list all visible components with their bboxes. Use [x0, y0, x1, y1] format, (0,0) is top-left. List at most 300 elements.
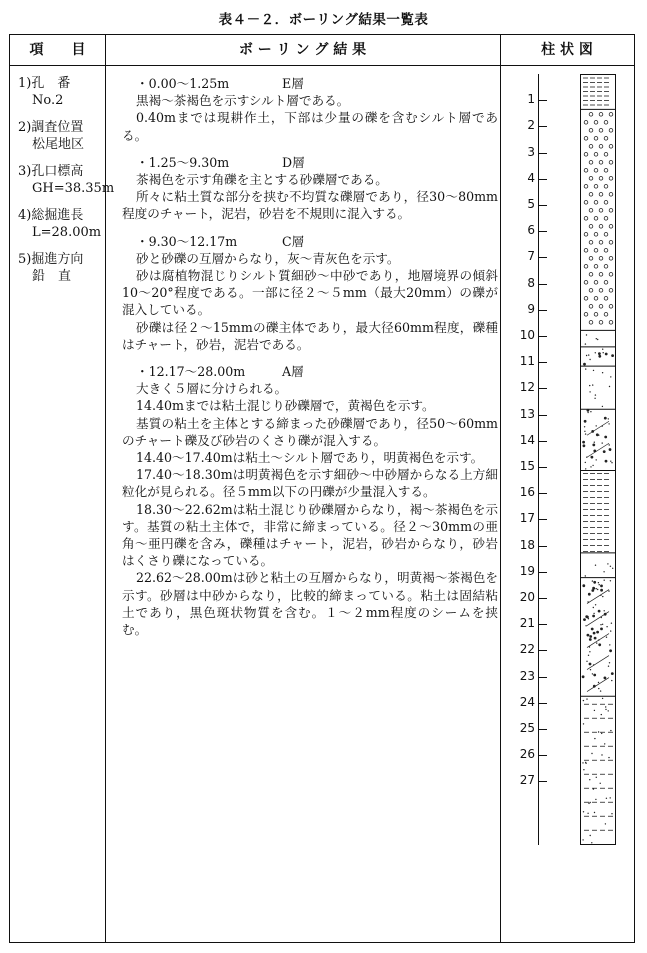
description: 17.40～18.30mは明黄褐色を示す細砂～中砂層からなる上方細粒化が見られる。径５mm以下の円礫が少量混入する。: [122, 467, 498, 500]
boring-column-log: [580, 74, 616, 845]
sand-dot: [610, 797, 611, 798]
gravel-mark: [609, 241, 613, 245]
sand-dot: [591, 628, 594, 631]
description: 14.40～17.40mは粘土～シルト層であり，明黄褐色を示す。: [136, 450, 484, 466]
sand-dot: [593, 370, 594, 371]
clay-slash: [587, 612, 609, 626]
item-value: 鉛 直: [32, 269, 72, 284]
header-column: 柱 状 図: [541, 42, 593, 58]
sand-dot: [600, 628, 603, 631]
sand-dot: [590, 802, 591, 803]
sand-dot: [604, 610, 605, 611]
gravel-mark: [599, 145, 603, 149]
gravel-mark: [599, 193, 603, 197]
sand-dot: [611, 680, 612, 681]
clay-slash: [587, 656, 609, 670]
gravel-mark: [604, 249, 608, 253]
depth-range: ・1.25～9.30m: [136, 154, 230, 170]
description: 基質の粘土を主体とする締まった砂礫層であり，径50～60mmのチャート礫及び砂岩のくさり礫が混入する。: [122, 415, 498, 448]
sand-dot: [605, 823, 606, 824]
sand-dot: [584, 431, 585, 432]
sand-dot: [605, 706, 606, 707]
sand-dot: [592, 384, 593, 385]
sand-dot: [596, 459, 597, 460]
sand-dot: [592, 580, 593, 581]
depth-label: 25: [519, 721, 535, 735]
sand-dot: [604, 436, 607, 439]
sand-dot: [583, 700, 584, 701]
sand-dot: [582, 839, 583, 840]
sand-dot: [596, 642, 597, 643]
depth-label: 26: [519, 747, 535, 762]
sand-dot: [596, 338, 597, 339]
sand-dot: [610, 450, 611, 451]
sand-dot: [594, 398, 595, 399]
depth-tick: [538, 781, 547, 782]
sand-dot: [598, 688, 599, 689]
boring-results-table: [9, 34, 635, 943]
gravel-mark: [599, 241, 603, 245]
sand-dot: [610, 376, 611, 377]
depth-tick: [538, 519, 547, 520]
depth-label: 14: [519, 432, 535, 447]
sand-dot: [583, 723, 584, 724]
clay-slash: [587, 678, 609, 692]
gravel-mark: [594, 249, 598, 253]
sand-dot: [593, 674, 596, 677]
gravel-mark: [609, 305, 613, 309]
gravel-mark: [604, 265, 608, 269]
sand-dot: [608, 710, 609, 711]
gravel-mark: [604, 185, 608, 189]
description: 14.40mまでは粘土混じり砂礫層で，黄褐色を示す。: [136, 398, 435, 414]
sand-dot: [583, 618, 586, 621]
sand-dot: [594, 637, 597, 640]
gravel-mark: [594, 281, 598, 285]
layer-name: C層: [282, 233, 305, 249]
item-value: L=28.00m: [32, 225, 102, 240]
description: 砂は腐植物混じりシルト質細砂～中砂であり，地層境界の傾斜10～20°程度である。一部に径２～５mm（最大20mm）の礫が混入している。: [122, 268, 498, 318]
depth-tick: [538, 153, 547, 154]
sand-dot: [585, 762, 586, 763]
gravel-mark: [599, 257, 603, 261]
sand-dot: [585, 433, 586, 434]
sand-dot: [600, 589, 603, 592]
sand-dot: [608, 666, 609, 667]
gravel-mark: [609, 129, 613, 133]
sand-dot: [607, 563, 608, 564]
gravel-mark: [609, 145, 613, 149]
gravel-mark: [584, 153, 588, 157]
gravel-mark: [594, 169, 598, 173]
depth-tick: [538, 598, 547, 599]
sand-dot: [604, 417, 607, 420]
gravel-mark: [589, 289, 593, 293]
sand-dot: [582, 675, 585, 678]
depth-label: 16: [519, 485, 535, 500]
gravel-mark: [584, 281, 588, 285]
sand-dot: [583, 811, 584, 812]
gravel-mark: [589, 225, 593, 229]
gravel-mark: [604, 217, 608, 221]
sand-dot: [597, 589, 598, 590]
sand-dot: [611, 813, 612, 814]
sand-dot: [585, 575, 586, 576]
sand-dot: [600, 690, 601, 691]
item-elevation: [18, 163, 115, 197]
sand-dot: [604, 580, 605, 581]
depth-label: 8: [527, 275, 535, 290]
sand-dot: [590, 669, 591, 670]
depth-label: 21: [519, 616, 535, 631]
sand-dot: [585, 368, 586, 369]
sand-dot: [602, 596, 603, 597]
depth-tick: [538, 362, 547, 363]
item-label: 5)掘進方向: [18, 252, 84, 267]
sand-dot: [592, 673, 593, 674]
depth-tick: [538, 441, 547, 442]
depth-label: 4: [527, 170, 535, 185]
sand-dot: [594, 442, 595, 443]
depth-tick: [538, 572, 547, 573]
sand-dot: [589, 385, 590, 386]
gravel-mark: [609, 225, 613, 229]
gravel-mark: [584, 249, 588, 253]
sand-dot: [585, 462, 586, 463]
depth-tick: [538, 677, 547, 678]
sand-dot: [588, 655, 589, 656]
sand-dot: [594, 738, 595, 739]
sand-dot: [601, 754, 602, 755]
sand-dot: [589, 651, 590, 652]
gravel-mark: [594, 233, 598, 237]
sand-dot: [598, 643, 601, 646]
sand-dot: [606, 637, 607, 638]
gravel-mark: [609, 321, 613, 325]
depth-tick: [538, 703, 547, 704]
sand-dot: [592, 587, 595, 590]
sand-dot: [604, 677, 607, 680]
sand-dot: [608, 418, 609, 419]
sand-dot: [590, 411, 591, 412]
gravel-mark: [594, 201, 598, 205]
depth-tick: [538, 100, 547, 101]
gravel-mark: [604, 201, 608, 205]
depth-label: 9: [527, 301, 535, 316]
clay-slash: [587, 443, 609, 457]
description: 22.62～28.00mは砂と粘土の互層からなり，明黄褐～茶褐色を示す。砂層は中砂からなり，比較的締まっている。粘土は固結粘土であり，黒色斑状物質を含む。１～２mm程度のシームを挟む。: [122, 570, 498, 638]
depth-label: 19: [519, 563, 535, 578]
gravel-mark: [609, 193, 613, 197]
clay-slash: [587, 590, 609, 604]
sand-dot: [611, 462, 612, 463]
sand-dot: [589, 391, 590, 392]
depth-range: ・0.00～1.25m: [136, 76, 230, 91]
sand-dot: [593, 581, 596, 584]
description: 0.40mまでは現耕作土，下部は少量の礫を含むシルト層である。: [122, 110, 498, 143]
item-direction: [18, 251, 110, 285]
sand-dot: [602, 372, 603, 373]
depth-label: 10: [519, 328, 535, 342]
depth-label: 12: [519, 380, 535, 395]
depth-range: ・9.30～12.17m: [136, 233, 238, 249]
gravel-mark: [599, 129, 603, 133]
depth-label: 2: [527, 118, 535, 133]
sand-dot: [588, 593, 591, 596]
item-label: 4)総掘進長: [18, 208, 84, 223]
depth-tick: [538, 493, 547, 494]
header-divider: [10, 65, 634, 66]
sand-dot: [602, 406, 603, 407]
gravel-mark: [594, 297, 598, 301]
depth-tick: [538, 624, 547, 625]
gravel-mark: [589, 209, 593, 213]
sand-dot: [598, 355, 601, 358]
sand-dot: [585, 625, 586, 626]
gravel-mark: [594, 313, 598, 317]
sand-dot: [588, 803, 589, 804]
item-label: 3)孔口標高: [18, 164, 84, 179]
depth-tick: [538, 388, 547, 389]
item-value: No.2: [32, 93, 64, 108]
gravel-mark: [599, 273, 603, 277]
sand-dot: [584, 426, 585, 427]
gravel-mark: [589, 193, 593, 197]
results-column: [122, 75, 498, 648]
items-column: [18, 75, 115, 295]
gravel-mark: [599, 289, 603, 293]
gravel-mark: [584, 217, 588, 221]
gravel-mark: [589, 161, 593, 165]
description: 所々に粘土質な部分を挟む不均質な礫層であり，径30～80mm程度のチャート，泥岩，砂岩を不規則に混入する。: [122, 189, 498, 222]
sand-dot: [603, 571, 604, 572]
gravel-mark: [589, 273, 593, 277]
gravel-mark: [604, 313, 608, 317]
gravel-mark: [584, 121, 588, 125]
gravel-mark: [584, 185, 588, 189]
sand-dot: [589, 635, 592, 638]
sand-dot: [596, 588, 597, 589]
sand-dot: [609, 649, 612, 652]
section-c-layer: [122, 233, 498, 353]
sand-dot: [582, 762, 583, 763]
depth-tick: [538, 205, 547, 206]
sand-dot: [609, 444, 610, 445]
sand-dot: [610, 566, 611, 567]
sand-dot: [587, 412, 588, 413]
gravel-mark: [609, 273, 613, 277]
depth-label: 22: [519, 642, 535, 657]
depth-label: 3: [527, 144, 535, 159]
depth-label: 15: [519, 459, 535, 473]
description: 18.30～22.62mは粘土混じり砂礫層からなり，褐～茶褐色を示す。基質の粘土主体で，非常に締まっている。径２～30mmの亜角～亜円礫を含み，礫種はチャート，泥岩，砂岩からなり，砂岩はくさり礫になっている。: [122, 501, 498, 569]
sand-dot: [598, 682, 599, 683]
depth-label: 1: [527, 92, 535, 107]
gravel-mark: [599, 161, 603, 165]
sand-dot: [586, 698, 587, 699]
item-label: 2)調査位置: [18, 120, 84, 135]
clay-slash: [587, 421, 609, 435]
sand-dot: [610, 461, 611, 462]
gravel-mark: [609, 177, 613, 181]
gravel-mark: [604, 297, 608, 301]
depth-tick: [538, 467, 547, 468]
depth-label: 7: [527, 249, 535, 264]
sand-dot: [584, 420, 587, 423]
gravel-mark: [584, 297, 588, 301]
gravel-mark: [589, 177, 593, 181]
sand-dot: [582, 441, 585, 444]
sand-dot: [610, 730, 611, 731]
depth-label: 17: [519, 511, 535, 526]
sand-dot: [598, 352, 601, 355]
layer-name: A層: [282, 364, 304, 380]
depth-label: 23: [519, 668, 535, 683]
description: 砂と砂礫の互層からなり，灰～青灰色を示す。: [136, 250, 400, 266]
gravel-mark: [599, 305, 603, 309]
gravel-mark: [589, 305, 593, 309]
sand-dot: [605, 353, 608, 356]
sand-dot: [602, 442, 603, 443]
sand-dot: [610, 630, 611, 631]
sand-dot: [606, 626, 607, 627]
gravel-mark: [584, 201, 588, 205]
sand-dot: [589, 779, 590, 780]
depth-tick: [538, 755, 547, 756]
sand-dot: [586, 355, 587, 356]
sand-dot: [604, 743, 605, 744]
depth-label: 11: [519, 354, 535, 369]
sand-dot: [587, 813, 588, 814]
sand-dot: [595, 394, 596, 395]
sand-dot: [611, 354, 614, 357]
gravel-mark: [604, 169, 608, 173]
sand-dot: [586, 661, 587, 662]
depth-tick: [538, 179, 547, 180]
depth-label: 6: [527, 223, 535, 238]
sand-dot: [583, 363, 586, 366]
gravel-mark: [594, 265, 598, 269]
sand-dot: [583, 769, 584, 770]
sand-dot: [612, 568, 613, 569]
gravel-mark: [604, 137, 608, 141]
sand-dot: [605, 709, 606, 710]
item-total-length: [18, 207, 110, 241]
depth-label: 24: [519, 694, 535, 709]
sand-dot: [605, 460, 608, 463]
gravel-mark: [599, 177, 603, 181]
sand-dot: [609, 386, 610, 387]
sand-dot: [594, 812, 595, 813]
gravel-mark: [594, 137, 598, 141]
depth-tick: [538, 310, 547, 311]
gravel-mark: [604, 233, 608, 237]
column-pattern-svg: [581, 75, 615, 844]
sand-dot: [595, 565, 596, 566]
gravel-mark: [609, 113, 613, 117]
sand-dot: [585, 343, 586, 344]
description: 大きく５層に分けられる。: [136, 381, 288, 397]
sand-dot: [596, 777, 597, 778]
section-d-layer: [122, 154, 498, 223]
gravel-mark: [599, 209, 603, 213]
depth-tick: [538, 729, 547, 730]
sand-dot: [601, 714, 602, 715]
sand-dot: [606, 798, 607, 799]
sand-dot: [608, 423, 609, 424]
gravel-mark: [589, 113, 593, 117]
gravel-mark: [584, 313, 588, 317]
sand-dot: [595, 604, 596, 605]
sand-dot: [598, 582, 599, 583]
sand-dot: [589, 663, 592, 666]
item-label: 1)孔 番: [18, 76, 71, 91]
sand-dot: [603, 450, 606, 453]
sand-dot: [591, 589, 594, 592]
gravel-mark: [604, 153, 608, 157]
gravel-mark: [584, 233, 588, 237]
depth-tick: [538, 336, 547, 337]
sand-dot: [593, 607, 594, 608]
gravel-mark: [589, 129, 593, 133]
sand-dot: [592, 465, 593, 466]
sand-dot: [595, 352, 596, 353]
sand-dot: [592, 615, 595, 618]
sand-dot: [591, 842, 592, 843]
sand-dot: [595, 799, 596, 800]
sand-dot: [593, 632, 596, 635]
depth-label: 13: [519, 406, 535, 421]
header-items: 項 目: [29, 42, 86, 58]
gravel-mark: [609, 257, 613, 261]
description: 砂礫は径２～15mmの礫主体であり，最大径60mm程度，礫種はチャート，砂岩，泥岩である。: [122, 319, 498, 352]
gravel-mark: [609, 289, 613, 293]
sand-dot: [608, 590, 609, 591]
gravel-mark: [599, 113, 603, 117]
depth-tick: [538, 650, 547, 651]
header-results: ボ ー リ ン グ 結 果: [238, 42, 367, 58]
gravel-mark: [589, 321, 593, 325]
sand-dot: [609, 662, 610, 663]
gravel-mark: [599, 321, 603, 325]
depth-label: 27: [519, 773, 535, 788]
sand-dot: [608, 757, 609, 758]
sand-dot: [611, 623, 612, 624]
sand-dot: [582, 584, 585, 587]
depth-tick: [538, 284, 547, 285]
gravel-mark: [584, 169, 588, 173]
sand-dot: [596, 425, 597, 426]
depth-tick: [538, 126, 547, 127]
sand-dot: [589, 638, 592, 641]
sand-dot: [600, 783, 601, 784]
depth-tick: [538, 257, 547, 258]
sand-dot: [610, 580, 611, 581]
depth-range: ・12.17～28.00m: [136, 364, 246, 380]
gravel-mark: [609, 209, 613, 213]
sand-dot: [586, 334, 587, 335]
section-a-layer: [122, 363, 498, 638]
gravel-mark: [589, 257, 593, 261]
sand-dot: [587, 634, 588, 635]
gravel-mark: [584, 265, 588, 269]
gravel-mark: [609, 161, 613, 165]
sand-dot: [597, 339, 598, 340]
item-location: [18, 119, 110, 153]
sand-dot: [591, 753, 592, 754]
depth-tick: [538, 546, 547, 547]
sand-dot: [600, 585, 603, 588]
